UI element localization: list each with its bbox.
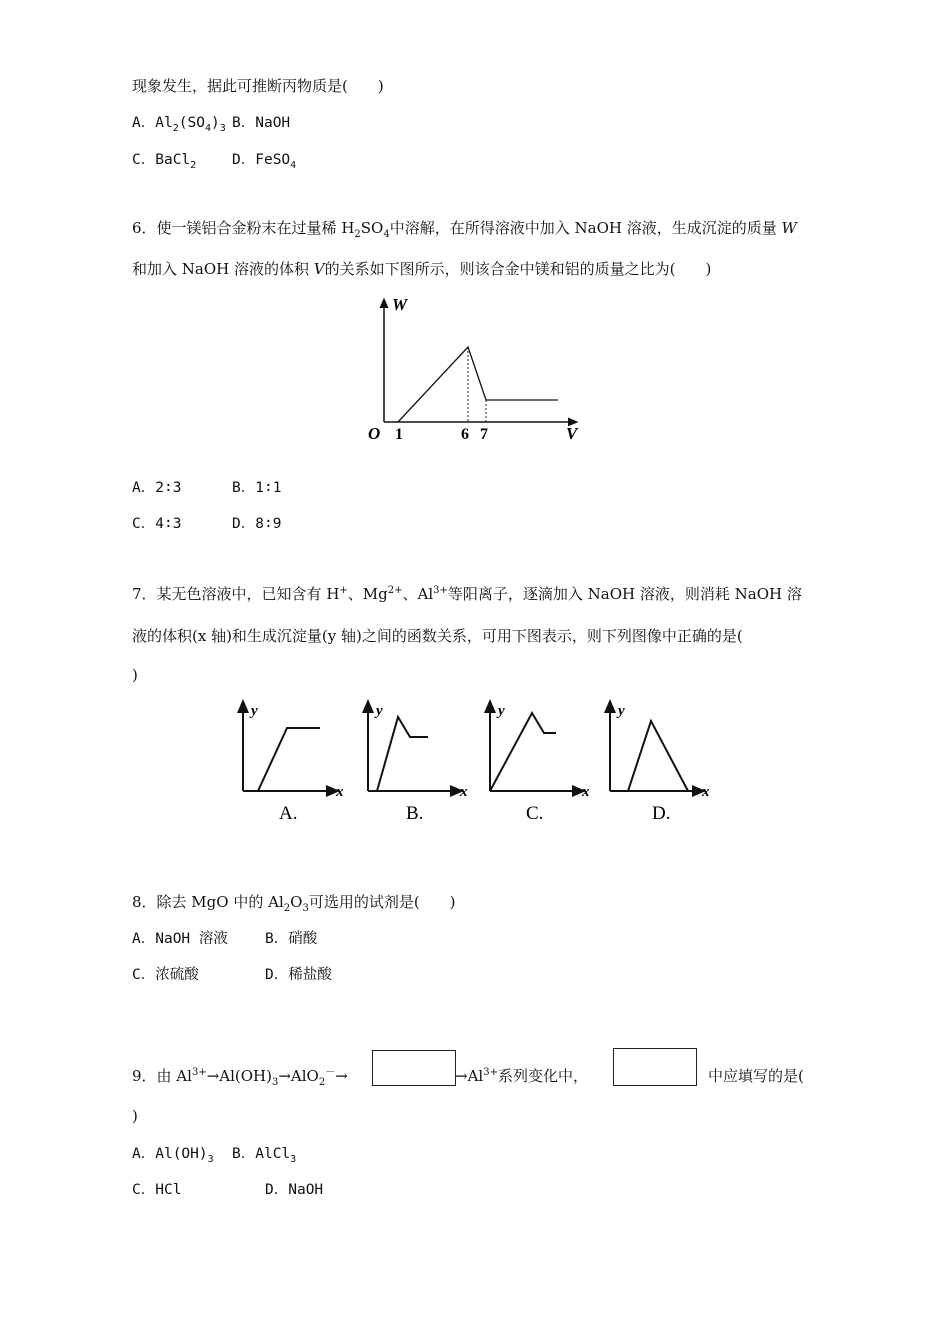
q6-tick-7: 7 (480, 426, 488, 443)
q6-curve (398, 347, 558, 422)
q7-stem-line2: 液的体积(x 轴)和生成沉淀量(y 轴)之间的函数关系，可用下图表示，则下列图像中正确的是( (132, 627, 743, 645)
q7-d-curve (610, 721, 688, 791)
q8-option-d[interactable]: D．稀盐酸 (265, 967, 332, 983)
q6-option-d[interactable]: D．8∶9 (232, 516, 282, 532)
q5-option-a[interactable]: A．$Al_2(SO_4)_3$ (132, 115, 226, 134)
q7-c-x-label: x (582, 784, 590, 800)
q6-option-b[interactable]: B．1∶1 (232, 480, 282, 496)
q6-x-label: V (566, 424, 578, 443)
q9-stem-part3: 中应填写的是( (708, 1067, 804, 1085)
q5-option-b[interactable]: B．NaOH (232, 115, 291, 131)
q9-blank-box-2[interactable] (613, 1048, 697, 1086)
q9-option-d[interactable]: D．NaOH (265, 1182, 324, 1198)
q7-c-curve (490, 713, 556, 791)
q7-a-x-label: x (336, 784, 344, 800)
q6-graph (360, 290, 590, 450)
q7-graph-d (610, 703, 710, 824)
q6-tick-6: 6 (461, 426, 469, 443)
q7-c-y-label: y (498, 703, 505, 719)
q7-graphs (230, 695, 720, 830)
q9-stem-part1: 9．由 $Al^{3+}\to Al(OH)_3\to AlO_2^-\to$ (132, 1067, 348, 1088)
q9-stem-part2: $\to Al^{3+}$系列变化中， (455, 1067, 588, 1085)
q7-d-y-label: y (618, 703, 625, 719)
q9-option-c[interactable]: C．HCl (132, 1182, 182, 1198)
q6-stem-line1: 6．使一镁铝合金粉末在过量稀 $H_2SO_4$中溶解，在所得溶液中加入 NaOH 溶液，生成沉淀的质量 W (132, 219, 797, 240)
q7-stem-line1: 7．某无色溶液中，已知含有 H+、$Mg^{2+}$、$Al^{3+}$等阳离子，逐滴加入 NaOH 溶液，则消耗 NaOH 溶 (132, 585, 802, 603)
q7-graph-c (490, 703, 590, 824)
q7-b-label: B. (406, 803, 424, 824)
q7-b-curve (368, 717, 428, 791)
q6-origin-label: O (368, 424, 381, 443)
q6-tick-1: 1 (395, 426, 403, 443)
q7-graph-a (243, 703, 344, 824)
q7-a-y-label: y (251, 703, 258, 719)
q6-option-a[interactable]: A．2∶3 (132, 480, 182, 496)
q9-blank-box-1[interactable] (372, 1050, 456, 1086)
q8-option-b[interactable]: B．硝酸 (265, 931, 318, 947)
q9-option-a[interactable]: A．$Al(OH)_3$ (132, 1146, 214, 1165)
q7-a-label: A. (279, 803, 298, 824)
q9-stem-line2: ) (132, 1107, 138, 1125)
q8-option-c[interactable]: C．浓硫酸 (132, 967, 199, 983)
q7-b-x-label: x (460, 784, 468, 800)
q8-option-a[interactable]: A．NaOH 溶液 (132, 931, 228, 947)
q8-stem: 8．除去 MgO 中的 $Al_2O_3$可选用的试剂是( ) (132, 893, 456, 914)
q5-stem-tail: 现象发生，据此可推断丙物质是( ) (132, 77, 384, 95)
q7-graph-b (368, 703, 468, 824)
q5-option-d[interactable]: D．FeSO$_4$ (232, 152, 297, 171)
q9-option-b[interactable]: B．AlCl$_3$ (232, 1146, 297, 1165)
q7-a-curve (243, 728, 320, 791)
q5-option-c[interactable]: C．BaCl$_2$ (132, 152, 197, 171)
q6-stem-line2: 和加入 NaOH 溶液的体积 V的关系如下图所示，则该合金中镁和铝的质量之比为( ) (132, 260, 712, 278)
q6-option-c[interactable]: C．4∶3 (132, 516, 182, 532)
q7-d-label: D. (652, 803, 671, 824)
q7-b-y-label: y (376, 703, 383, 719)
q7-c-label: C. (526, 803, 544, 824)
q6-y-label: W (392, 295, 408, 314)
q7-stem-line3: ) (132, 666, 138, 684)
q7-d-x-label: x (702, 784, 710, 800)
